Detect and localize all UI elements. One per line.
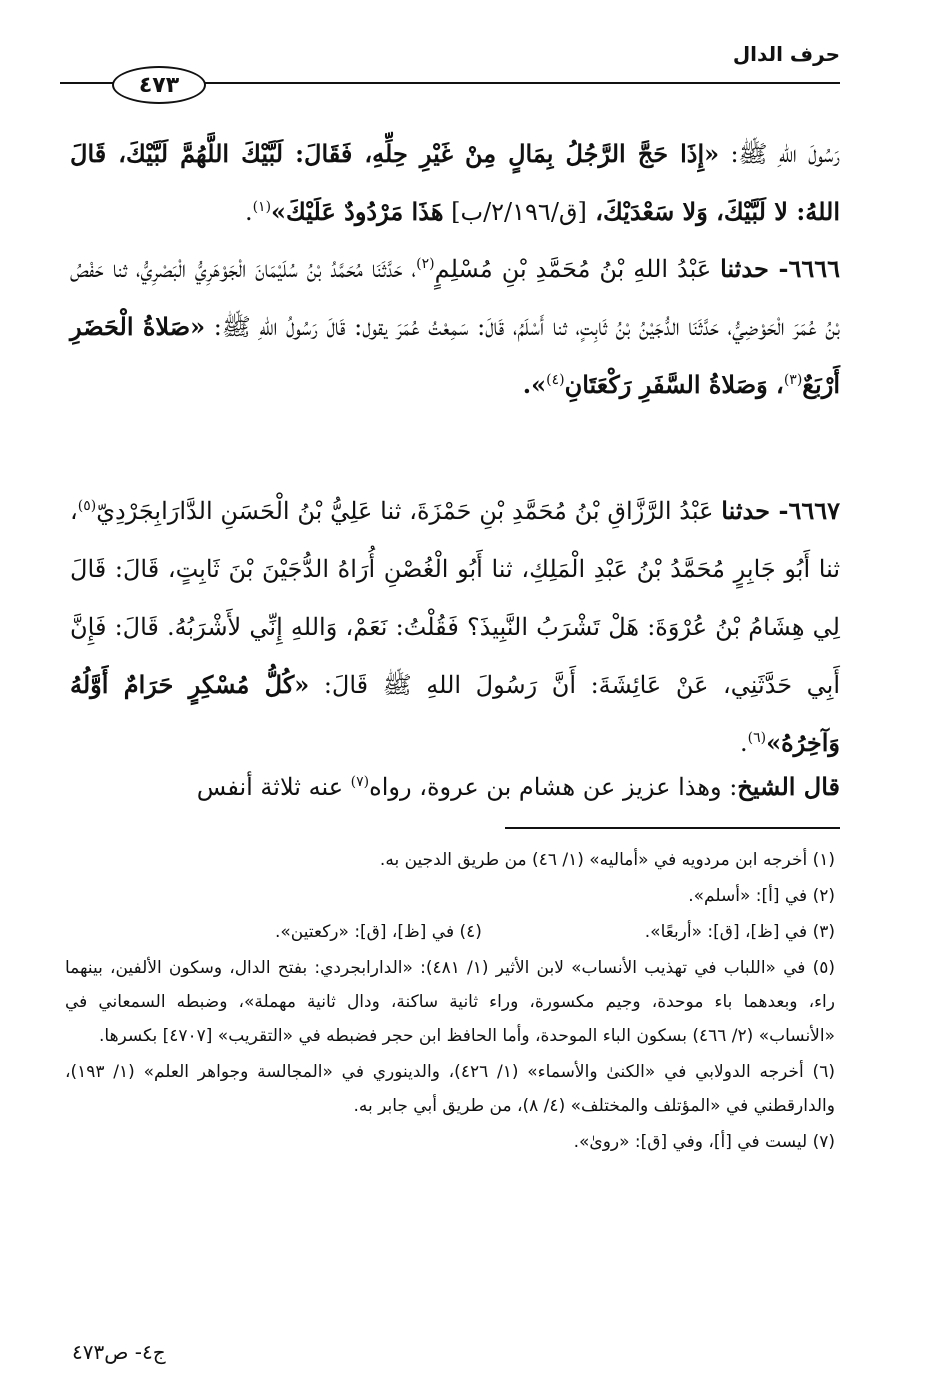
footnote-7: (٧) ليست في [أ]، وفي [ق]: «روىٰ». (573, 1132, 835, 1152)
page-number: ٤٧٣ (138, 72, 180, 98)
hadith-continuation (70, 125, 840, 241)
footnote-marker: (٥) (77, 498, 97, 514)
comment-label: قال الشيخ (737, 772, 840, 801)
isnad-text: ، حَدَّثَنَا مُحَمَّدُ بْنُ سُلَيْمَانَ الْجَوْهَرِيُّ الْبَصْرِيُّ، ثنا حَفْصُ بْنُ عُمَرَ الْحَوْضِيُّ، حَدَّثَنَا الدُّجَيْنُ بْنُ ثَابِتٍ، ثنا أَسْلَمُ، قَالَ: سَمِعْتُ عُمَرَ يقول: قَالَ رَسُولُ اللهِ ﷺ: (70, 255, 841, 341)
footnote-2: (٢) في [أ]: «أسلم». (688, 886, 835, 906)
footnote-6: (٦) أخرجه الدولابي في «الكنىٰ والأسماء» (١/ ٤٢٦)، والدينوري في «المجالسة وجواهر العلم» (١/ ١٩٣)، والدارقطني في «المؤتلف والمختلف» (٤/ ٨)، من طريق أبي جابر به. (65, 1062, 835, 1116)
hadith-6666 (70, 240, 840, 414)
hadith-matn: «إِذَا حَجَّ الرَّجُلُ بِمَالٍ مِنْ غَيْرِ حِلِّهِ، فَقَالَ: لَبَّيْكَ اللَّهُمَّ لَبَّيْكَ، قَالَ اللهُ: لا لَبَّيْكَ، وَلا سَعْدَيْكَ، (70, 139, 840, 226)
manuscript-ref: [ق/٢/١٩٦/ب] (443, 198, 587, 226)
footnote-4: (٤) في [ظ]، [ق]: «ركعتين». (275, 922, 482, 942)
hadith-matn: هَذَا مَرْدُودٌ عَلَيْكَ» (271, 197, 444, 226)
isnad-text: عَبْدُ اللهِ بْنُ مُحَمَّدِ بْنِ مُسْلِمٍ (434, 255, 721, 283)
text-span: رَسُولَ اللهِ ﷺ: (719, 140, 841, 168)
hadith-matn: ». (522, 370, 547, 399)
footnote-row-3-4 (275, 915, 835, 949)
hadith-matn: «كُلُّ مُسْكِرٍ حَرَامٌ أَوَّلُهُ وَآخِرُهُ» (70, 670, 840, 757)
footnote-5: (٥) في «اللباب في تهذيب الأنساب» لابن الأثير (١/ ٤٨١): «الدارابجردي: بفتح الدال، وسكون الألفين، بينهما راء، وبعدهما باء موحدة، وجيم مكسورة، وراء ثانية ساكنة، ودال ثانية مهملة»، وضبطه السمعاني في «الأنساب» (٢/ ٤٦٦) بسكون الباء الموحدة، وأما الحافظ ابن حجر فضبطه في «التقريب» [٤٧٠٧] بكسرها. (65, 958, 835, 1046)
sheikh-comment (70, 758, 840, 816)
text-span: . (739, 729, 748, 757)
footnote-marker: (٤) (546, 372, 565, 388)
hadith-label: حدثنا (721, 496, 770, 525)
footnote-marker: (١) (252, 199, 272, 215)
volume-page-reference: ج٤- ص٤٧٣ (72, 1340, 166, 1364)
hadith-matn: «صَلاةُ الْحَضَرِ أَرْبَعٌ (70, 312, 840, 399)
hadith-number: ٦٦٦٦- (768, 254, 840, 283)
footnote-marker: (٢) (416, 256, 435, 272)
comment-text: : وهذا عزيز عن هشام بن عروة، رواه (369, 773, 738, 801)
footnote-marker: (٧) (350, 774, 370, 790)
footnote-marker: (٣) (783, 372, 803, 388)
footnote-marker: (٦) (747, 730, 767, 746)
isnad-text: ، ثنا أَبُو جَابِرٍ مُحَمَّدُ بْنُ عَبْدِ الْمَلِكِ، ثنا أَبُو الْغُصْنِ أُرَاهُ الدُّجَيْنَ بْنَ ثَابِتٍ، قَالَ: قَالَ لِي هِشَامُ بْنُ عُرْوَةَ: هَلْ تَشْرَبُ النَّبِيذَ؟ فَقُلْتُ: نَعَمْ، وَاللهِ إِنِّي لأَشْرَبُهُ. قَالَ: فَإِنَّ أَبِي حَدَّثَنِي، عَنْ عَائِشَةَ: أَنَّ رَسُولَ اللهِ ﷺ قَالَ: (70, 497, 840, 699)
hadith-label: حدثنا (720, 254, 769, 283)
comment-text: عنه ثلاثة أنفس (196, 773, 351, 801)
hadith-number: ٦٦٦٧- (769, 496, 840, 525)
text-span: . (244, 198, 253, 226)
footnote-3: (٣) في [ظ]، [ق]: «أربعًا». (644, 922, 835, 942)
hadith-6667 (70, 482, 840, 772)
footnotes (65, 843, 835, 1161)
footnote-1: (١) أخرجه ابن مردويه في «أماليه» (١/ ٤٦) من طريق الدجين به. (379, 850, 835, 870)
page-number-badge (112, 66, 206, 104)
running-header-title: حرف الدال (732, 42, 840, 66)
footnote-separator (505, 827, 840, 829)
isnad-text: عَبْدُ الرَّزَّاقِ بْنُ مُحَمَّدِ بْنِ حَمْزَةَ، ثنا عَلِيُّ بْنُ الْحَسَنِ الدَّارَابِجَرْدِيّ (96, 497, 722, 525)
hadith-matn: ، وَصَلاةُ السَّفَرِ رَكْعَتَانِ (564, 370, 784, 399)
